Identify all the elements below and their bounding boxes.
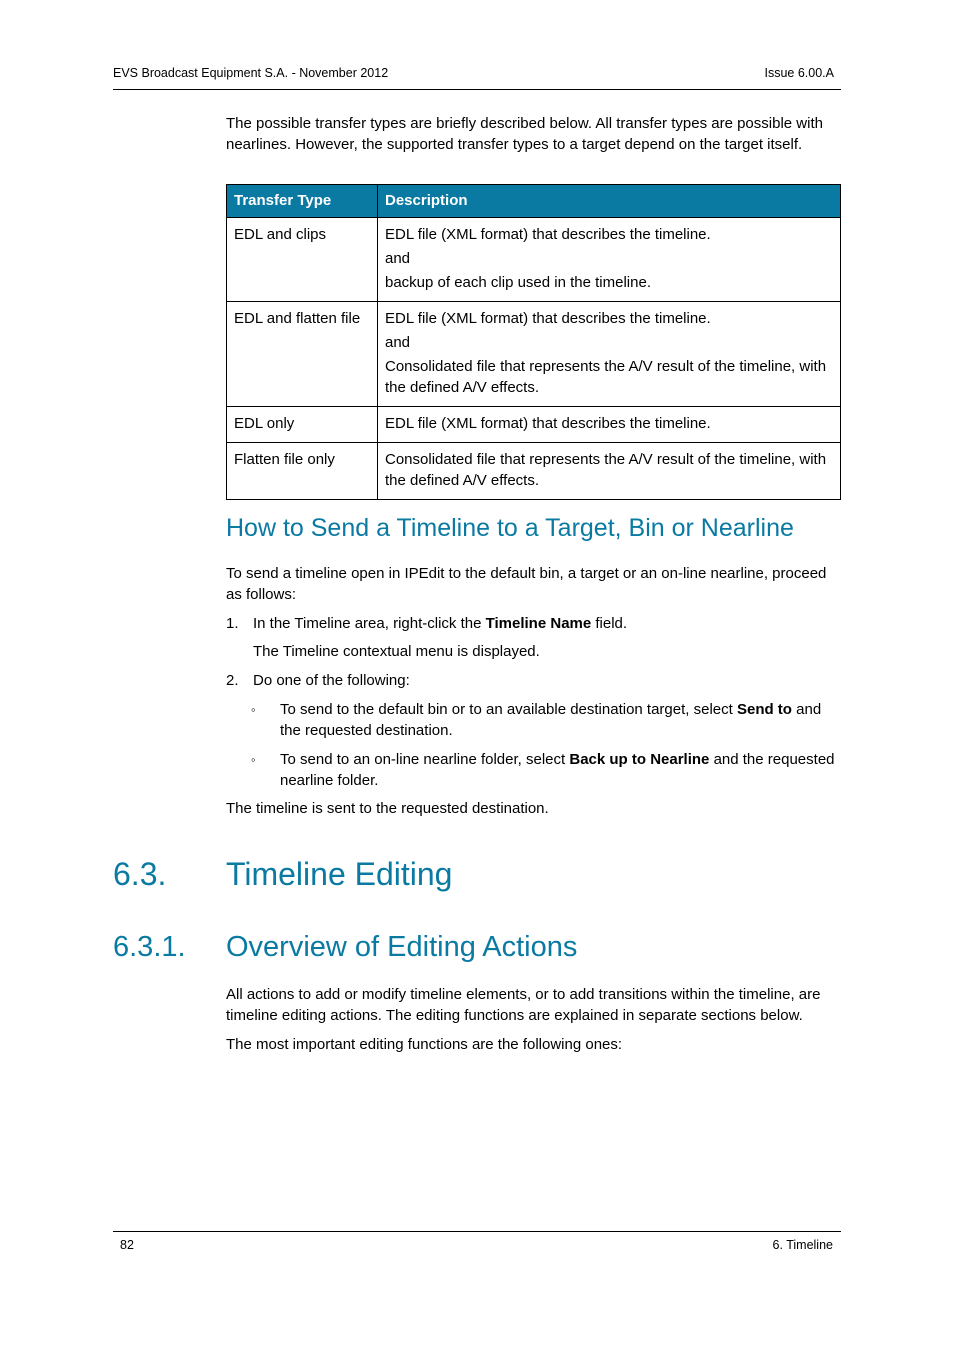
desc-line: and [385,334,411,351]
section-6-3-title: Timeline Editing [226,856,453,892]
section-6-3-1-title: Overview of Editing Actions [226,931,578,963]
col-header-description: Description [378,185,841,218]
desc-line: EDL file (XML format) that describes the timeline. [385,415,711,432]
cell-description [378,302,841,407]
bullet-2-text [280,749,841,791]
step-1-number: 1. [226,615,239,632]
footer-rule [113,1231,841,1232]
bullet-2-pre: To send to an on-line nearline folder, select [280,751,570,768]
desc-line: EDL file (XML format) that describes the timeline. [385,226,711,243]
step-1-post: field. [591,615,628,632]
bullet-1-text [280,699,841,741]
section-send-title: How to Send a Timeline to a Target, Bin or Nearline [226,514,794,542]
cell-type: Flatten file only [227,443,378,500]
bullet-1-pre: To send to the default bin or to an available destination target, select [280,701,737,718]
header-right: Issue 6.00.A [764,66,834,80]
overview-paragraph-2: The most important editing functions are the following ones: [226,1036,623,1053]
header-left: EVS Broadcast Equipment S.A. - November 2012 [113,66,389,80]
desc-line: Consolidated file that represents the A/V result of the timeline, with the defined A/V effects. [385,451,827,489]
step-1-pre: In the Timeline area, right-click the [253,615,486,632]
table-row [227,443,841,500]
footer-page-number: 82 [120,1238,134,1252]
bullet-2-post: and the requested nearline folder. [280,751,835,789]
footer-chapter: 6. Timeline [772,1238,833,1252]
table-row [227,218,841,302]
bullet-1-post: and the requested destination. [280,701,822,739]
cell-description [378,218,841,302]
cell-type: EDL and flatten file [227,302,378,407]
step-1-bold: Timeline Name [485,615,592,632]
bullet-2-bold: Back up to Nearline [569,751,710,768]
bullet-marker: ◦ [251,702,256,717]
desc-line: and [385,250,411,267]
step-2-number: 2. [226,672,239,689]
cell-type: EDL only [227,407,378,443]
transfer-types-table [226,184,841,500]
desc-line: Consolidated file that represents the A/V result of the timeline, with the defined A/V effects. [385,358,827,396]
desc-line: EDL file (XML format) that describes the timeline. [385,310,711,327]
table-row [227,407,841,443]
send-result: The timeline is sent to the requested destination. [226,800,549,817]
header-rule [113,89,841,90]
step-1-result: The Timeline contextual menu is displayed. [253,643,540,660]
cell-description [378,443,841,500]
cell-type: EDL and clips [227,218,378,302]
intro-paragraph: The possible transfer types are briefly described below. All transfer types are possible with nearlines. However, the supported transfer types to a target depend on the target itself. [226,115,823,153]
send-intro: To send a timeline open in IPEdit to the default bin, a target or an on-line nearline, proceed as follows: [226,565,827,603]
section-6-3-number: 6.3. [113,856,167,892]
step-1-text [253,613,841,634]
bullet-1-bold: Send to [736,701,792,718]
bullet-marker: ◦ [251,752,256,767]
section-6-3-1-number: 6.3.1. [113,931,186,963]
step-2-text: Do one of the following: [253,672,410,689]
table-row [227,302,841,407]
table-header-row [227,185,841,218]
col-header-transfer-type: Transfer Type [227,185,378,218]
overview-paragraph-1: All actions to add or modify timeline elements, or to add transitions within the timeline, are timeline editing actions. The editing functions are explained in separate sections below. [226,986,821,1024]
desc-line: backup of each clip used in the timeline. [385,274,651,291]
cell-description [378,407,841,443]
